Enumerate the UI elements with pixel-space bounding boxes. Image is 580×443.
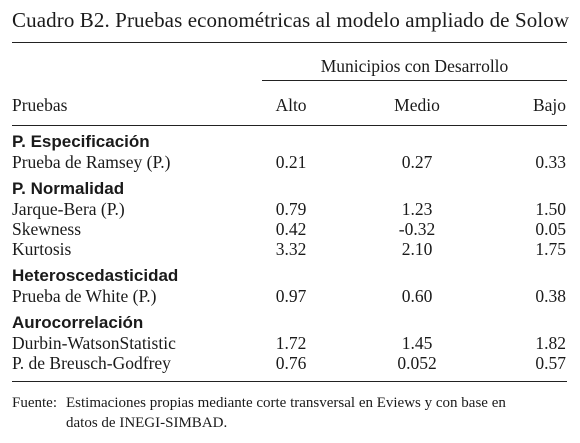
- section-heading: P. Normalidad: [12, 179, 125, 198]
- cell-bajo: 1.75: [535, 239, 566, 259]
- footnote-line-2: datos de INEGI-SIMBAD.: [66, 415, 228, 431]
- cell-alto: 0.79: [275, 199, 307, 219]
- cell-alto: 0.97: [275, 286, 307, 306]
- row-label: Kurtosis: [12, 239, 72, 259]
- col-header-bajo: Bajo: [532, 95, 566, 115]
- cell-bajo: 0.05: [535, 219, 566, 239]
- footnote-lead: Fuente:: [12, 395, 57, 411]
- section-heading: Heteroscedasticidad: [12, 266, 179, 285]
- cell-medio: -0.32: [398, 219, 436, 239]
- cell-alto: 0.76: [275, 353, 307, 373]
- cell-medio: 0.052: [397, 353, 437, 373]
- table-row: [0, 199, 580, 219]
- cell-medio: 0.27: [401, 152, 433, 172]
- row-label: Prueba de White (P.): [12, 286, 157, 306]
- cell-bajo: 0.57: [535, 353, 566, 373]
- row-label: P. de Breusch-Godfrey: [12, 353, 171, 373]
- cell-bajo: 0.33: [535, 152, 566, 172]
- group-header: Municipios con Desarrollo: [320, 56, 509, 76]
- row-label: Jarque-Bera (P.): [12, 199, 125, 219]
- header-rule: [12, 125, 567, 126]
- cell-bajo: 1.82: [535, 333, 566, 353]
- col-header-alto: Alto: [275, 95, 307, 115]
- footnote-body: [66, 393, 566, 433]
- cell-medio: 0.60: [401, 286, 433, 306]
- top-rule: [12, 42, 567, 43]
- footnote-line-1: Estimaciones propias mediante corte transversal en Eviews y con base en: [66, 395, 506, 411]
- table-row: [0, 219, 580, 239]
- table-row: [0, 152, 580, 172]
- section-heading: Aurocorrelación: [12, 313, 144, 332]
- cell-alto: 0.42: [275, 219, 307, 239]
- row-label: Durbin-WatsonStatistic: [12, 333, 176, 353]
- cell-alto: 3.32: [275, 239, 307, 259]
- cell-alto: 1.72: [275, 333, 307, 353]
- row-label: Prueba de Ramsey (P.): [12, 152, 171, 172]
- section-heading: P. Especificación: [12, 132, 150, 151]
- table-row: [0, 239, 580, 259]
- table-row: [0, 353, 580, 373]
- cell-bajo: 1.50: [535, 199, 566, 219]
- col-header-medio: Medio: [394, 95, 440, 115]
- cell-alto: 0.21: [275, 152, 307, 172]
- cell-medio: 2.10: [401, 239, 433, 259]
- bottom-rule: [12, 381, 567, 382]
- cell-bajo: 0.38: [535, 286, 566, 306]
- cell-medio: 1.23: [401, 199, 433, 219]
- col-header-pruebas: Pruebas: [12, 95, 68, 115]
- table-title: Cuadro B2. Pruebas econométricas al modelo ampliado de Solow: [12, 8, 570, 32]
- cell-medio: 1.45: [401, 333, 433, 353]
- row-label: Skewness: [12, 219, 82, 239]
- group-rule: [262, 80, 567, 81]
- table-row: [0, 333, 580, 353]
- table-row: [0, 286, 580, 306]
